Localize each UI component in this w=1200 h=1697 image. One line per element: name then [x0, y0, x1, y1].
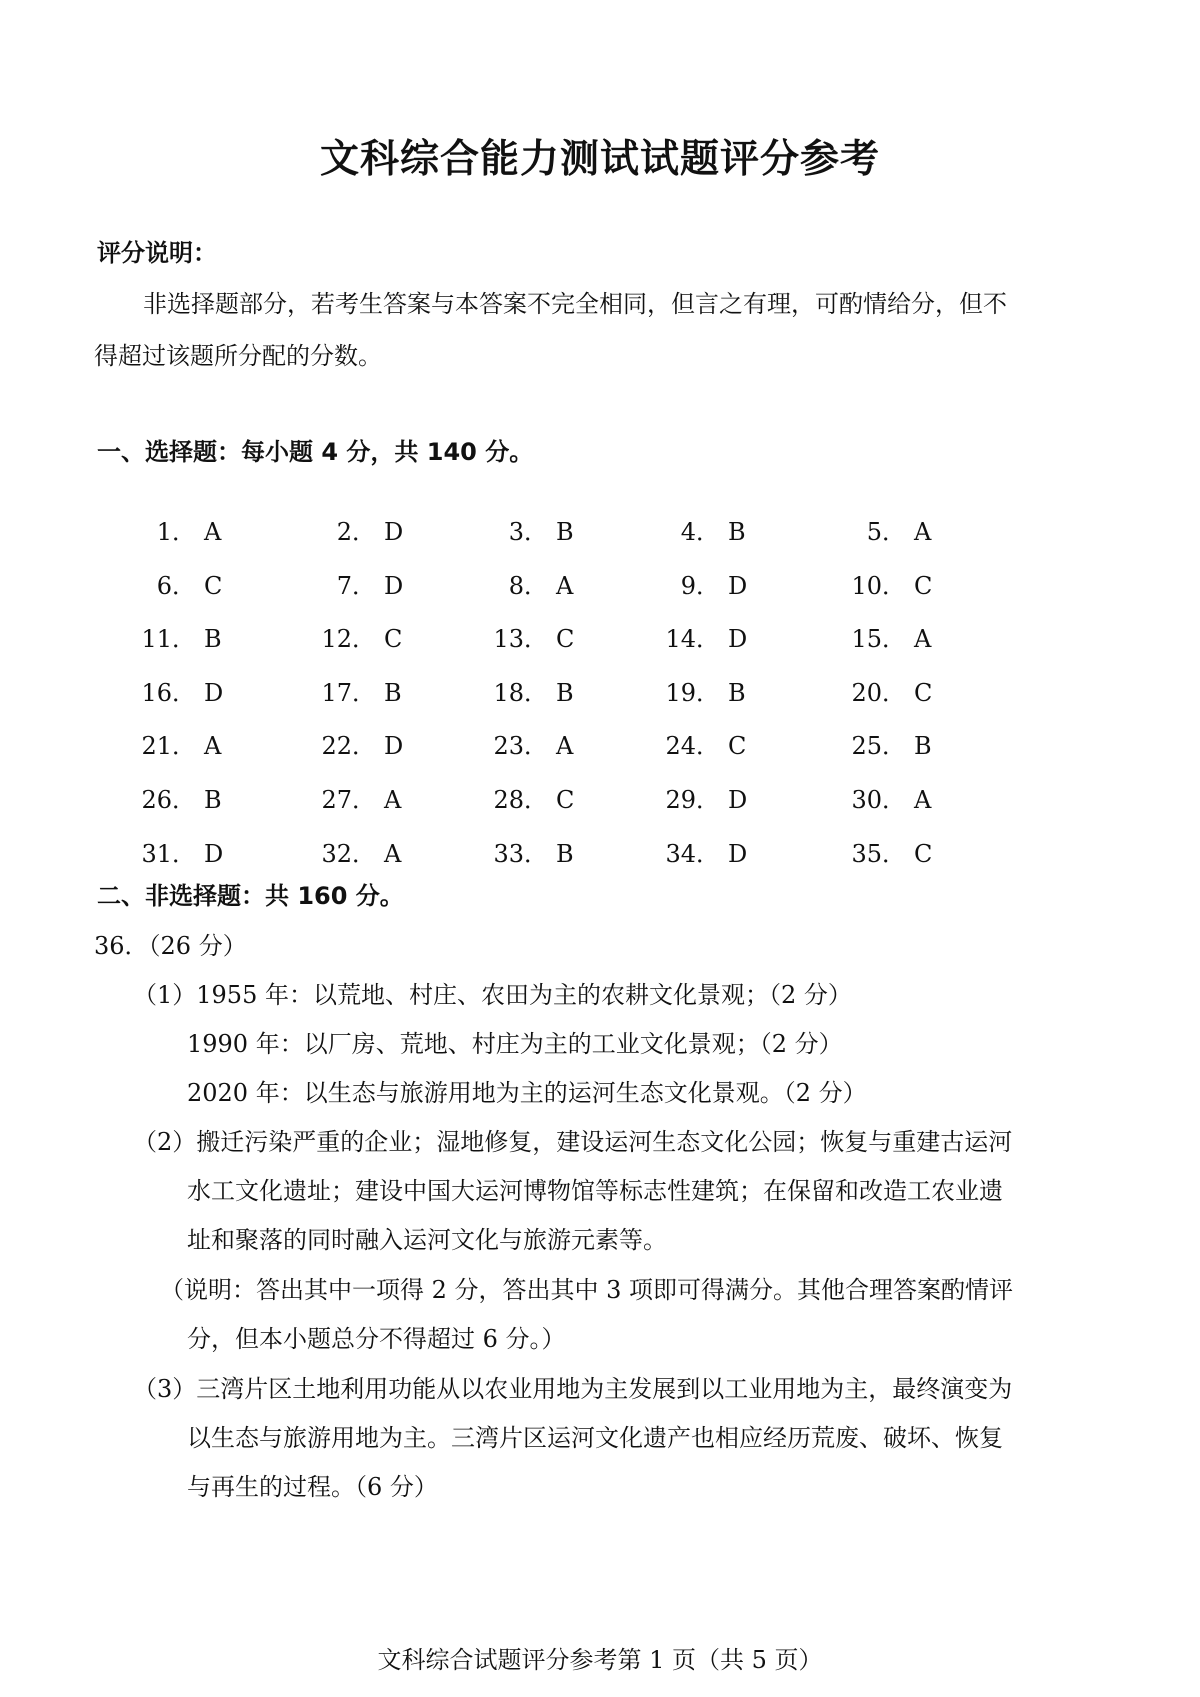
answer-letter: B	[384, 678, 402, 707]
answer-letter: B	[728, 518, 746, 546]
q36-part1-line-1: （1）1955 年：以荒地、村庄、农田为主的农耕文化景观；（2 分）	[133, 981, 852, 1009]
answer-letter: D	[204, 839, 224, 868]
page-footer: 文科综合试题评分参考第 1 页（共 5 页）	[377, 1646, 823, 1674]
answer-number: 21．	[141, 732, 196, 761]
page-title: 文科综合能力测试试题评分参考	[319, 137, 880, 182]
answer-letter: B	[204, 625, 222, 654]
answer-item	[492, 566, 612, 601]
answer-item	[850, 512, 970, 547]
answer-item	[664, 512, 784, 547]
q36-part1-line-3: 2020 年：以生态与旅游用地为主的运河生态文化景观。（2 分）	[187, 1079, 867, 1107]
answer-letter: A	[914, 518, 932, 546]
answer-letter: C	[914, 571, 933, 600]
answer-number: 28．	[493, 785, 548, 814]
answer-item	[664, 673, 784, 708]
answer-item	[850, 619, 970, 654]
answer-number: 5．	[866, 518, 906, 546]
answer-item	[492, 834, 612, 869]
q36-part1-line-2: 1990 年：以厂房、荒地、村庄为主的工业文化景观；（2 分）	[187, 1030, 843, 1058]
answer-letter: C	[204, 571, 223, 600]
answer-item	[140, 780, 260, 815]
q36-note-line-1: （说明：答出其中一项得 2 分，答出其中 3 项即可得满分。其他合理答案酌情评	[160, 1276, 1014, 1304]
answer-number: 22．	[321, 732, 376, 761]
answer-item	[492, 726, 612, 761]
answer-number: 24．	[665, 732, 720, 761]
answer-number: 3．	[508, 518, 548, 546]
answer-item	[140, 512, 260, 547]
answer-letter: D	[384, 732, 404, 761]
answer-item	[320, 834, 440, 869]
answer-item	[664, 780, 784, 815]
answer-letter: C	[384, 625, 403, 654]
answer-letter: B	[556, 678, 574, 707]
answer-letter: A	[556, 571, 574, 600]
answer-letter: B	[556, 518, 574, 546]
answer-number: 2．	[336, 518, 376, 546]
answer-item	[664, 619, 784, 654]
answer-number: 26．	[141, 785, 196, 814]
answer-number: 12．	[321, 625, 376, 654]
answer-number: 19．	[665, 678, 720, 707]
section2-heading: 二、非选择题：共 160 分。	[97, 882, 404, 910]
answer-letter: D	[204, 678, 224, 707]
answer-item	[320, 780, 440, 815]
answer-letter: C	[914, 678, 933, 707]
scoring-note-heading: 评分说明：	[97, 239, 217, 267]
answer-number: 23．	[493, 732, 548, 761]
answer-item	[850, 726, 970, 761]
answer-number: 1．	[156, 518, 196, 546]
answer-item	[850, 780, 970, 815]
answer-number: 32．	[321, 839, 376, 868]
answer-item	[664, 566, 784, 601]
answer-item	[320, 619, 440, 654]
answer-letter: D	[728, 625, 748, 654]
answer-letter: D	[384, 571, 404, 600]
answer-letter: C	[556, 785, 575, 814]
answer-item	[850, 673, 970, 708]
answer-letter: B	[728, 678, 746, 707]
answer-letter: C	[728, 732, 747, 761]
q36-part2-line-1: （2）搬迁污染严重的企业；湿地修复，建设运河生态文化公园；恢复与重建古运河	[133, 1128, 1013, 1156]
answer-number: 29．	[665, 785, 720, 814]
q36-note-line-2: 分，但本小题总分不得超过 6 分。）	[187, 1325, 566, 1353]
answer-item	[320, 512, 440, 547]
answer-letter: D	[728, 839, 748, 868]
answer-number: 20．	[851, 678, 906, 707]
q36-part3-line-1: （3）三湾片区土地利用功能从以农业用地为主发展到以工业用地为主，最终演变为	[133, 1375, 1013, 1403]
answer-letter: C	[914, 839, 933, 868]
answer-number: 30．	[851, 785, 906, 814]
answer-number: 10．	[851, 571, 906, 600]
answer-number: 25．	[851, 732, 906, 761]
answer-number: 18．	[493, 678, 548, 707]
answer-item	[140, 619, 260, 654]
q36-part2-line-2: 水工文化遗址；建设中国大运河博物馆等标志性建筑；在保留和改造工农业遗	[187, 1177, 1003, 1205]
answer-number: 13．	[493, 625, 548, 654]
answer-item	[140, 726, 260, 761]
answer-letter: A	[204, 518, 222, 546]
answer-number: 11．	[141, 625, 196, 654]
section1-heading: 一、选择题：每小题 4 分，共 140 分。	[97, 438, 534, 466]
answer-letter: A	[914, 625, 932, 654]
answer-number: 8．	[508, 571, 548, 600]
answer-number: 35．	[851, 839, 906, 868]
answer-item	[140, 834, 260, 869]
answer-item	[664, 834, 784, 869]
answer-item	[850, 566, 970, 601]
answer-letter: A	[384, 839, 402, 868]
answer-item	[492, 780, 612, 815]
answer-letter: A	[204, 732, 222, 761]
answer-letter: D	[384, 518, 404, 546]
answer-letter: A	[556, 732, 574, 761]
answer-letter: B	[204, 785, 222, 814]
answer-letter: A	[914, 785, 932, 814]
answer-item	[140, 566, 260, 601]
q36-part3-line-2: 以生态与旅游用地为主。三湾片区运河文化遗产也相应经历荒废、破坏、恢复	[187, 1424, 1003, 1452]
answer-item	[492, 619, 612, 654]
answer-item	[320, 726, 440, 761]
scoring-note-line-1: 非选择题部分，若考生答案与本答案不完全相同，但言之有理，可酌情给分，但不	[143, 290, 1007, 318]
answer-number: 34．	[665, 839, 720, 868]
answer-number: 9．	[680, 571, 720, 600]
answer-letter: D	[728, 571, 748, 600]
answer-letter: A	[384, 785, 402, 814]
answer-item	[140, 673, 260, 708]
answer-item	[664, 726, 784, 761]
answer-item	[320, 673, 440, 708]
answer-number: 7．	[336, 571, 376, 600]
q36-label: 36．（26 分）	[94, 932, 247, 960]
answer-item	[492, 673, 612, 708]
scoring-note-line-2: 得超过该题所分配的分数。	[94, 342, 382, 370]
answer-item	[850, 834, 970, 869]
answer-number: 27．	[321, 785, 376, 814]
answer-item	[320, 566, 440, 601]
answer-letter: B	[556, 839, 574, 868]
answer-number: 15．	[851, 625, 906, 654]
answer-item	[492, 512, 612, 547]
answer-letter: D	[728, 785, 748, 814]
q36-part3-line-3: 与再生的过程。（6 分）	[187, 1473, 438, 1501]
answer-number: 4．	[680, 518, 720, 546]
answer-number: 14．	[665, 625, 720, 654]
answer-number: 16．	[141, 678, 196, 707]
answer-number: 17．	[321, 678, 376, 707]
answer-letter: B	[914, 732, 932, 761]
q36-part2-line-3: 址和聚落的同时融入运河文化与旅游元素等。	[187, 1226, 667, 1254]
answer-number: 33．	[493, 839, 548, 868]
answer-number: 6．	[156, 571, 196, 600]
answer-number: 31．	[141, 839, 196, 868]
answer-letter: C	[556, 625, 575, 654]
